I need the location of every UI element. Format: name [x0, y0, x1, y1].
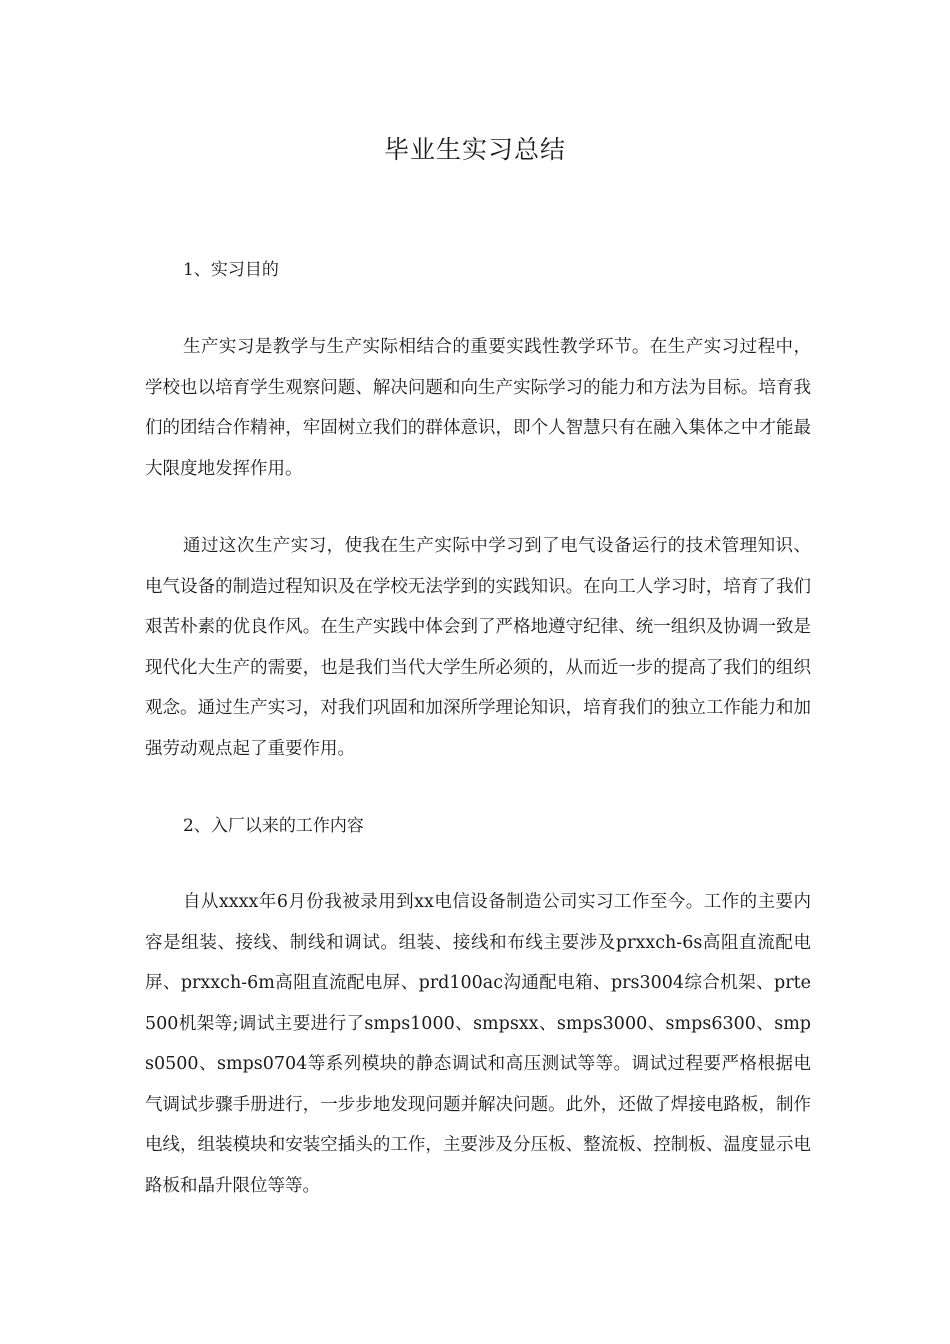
document-title: 毕业生实习总结	[383, 135, 566, 164]
paragraph-purpose-1: 生产实习是教学与生产实际相结合的重要实践性教学环节。在生产实习过程中，学校也以培育学生观察问题、解决问题和向生产实际学习的能力和方法为目标。培育我们的团结合作精神，牢固树立我们的群体意识，即个人智慧只有在融入集体之中才能最大限度地发挥作用。	[145, 337, 811, 479]
paragraph-work-1: 自从xxxx年6月份我被录用到xx电信设备制造公司实习工作至今。工作的主要内容是组装、接线、制线和调试。组装、接线和布线主要涉及prxxch-6s高阻直流配电屏、prxxch-6m高阻直流配电屏、prd100ac沟通配电箱、prs3004综合机架、prte500机架等;调试主要进行了smps1000、smpsxx、smps3000、smps6300、smps0500、smps0704等系列模块的静态调试和高压测试等等。调试过程要严格根据电气调试步骤手册进行，一步步地发现问题并解决问题。此外，还做了焊接电路板，制作电线，组装模块和安装空插头的工作，主要涉及分压板、整流板、控制板、温度显示电路板和晶升限位等等。	[145, 892, 811, 1196]
paragraph-purpose-2: 通过这次生产实习，使我在生产实际中学习到了电气设备运行的技术管理知识、电气设备的制造过程知识及在学校无法学到的实践知识。在向工人学习时，培育了我们艰苦朴素的优良作风。在生产实践中体会到了严格地遵守纪律、统一组织及协调一致是现代化大生产的需要，也是我们当代大学生所必须的，从而近一步的提高了我们的组织观念。通过生产实习，对我们巩固和加深所学理论知识，培育我们的独立工作能力和加强劳动观点起了重要作用。	[145, 536, 811, 759]
section-heading-work: 2、入厂以来的工作内容	[183, 816, 364, 836]
section-heading-purpose: 1、实习目的	[183, 260, 279, 280]
